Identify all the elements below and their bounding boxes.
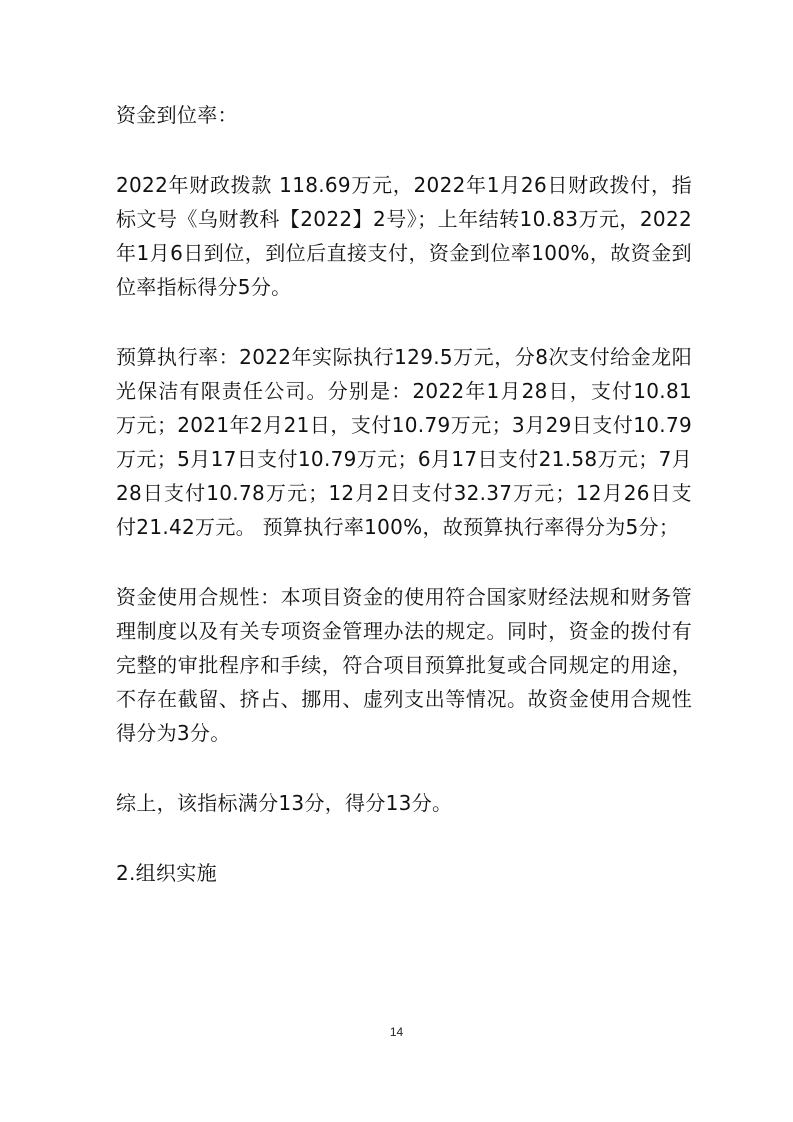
funds-rate-paragraph: 2022年财政拨款 118.69万元，2022年1月26日财政拨付，指标文号《乌财教科【2022】2号》；上年结转10.83万元，2022年1月6日到位，到位后直接支付，资金到位率100%，故资金到位率指标得分5分。 <box>116 173 692 299</box>
compliance-paragraph: 资金使用合规性：本项目资金的使用符合国家财经法规和财务管理制度以及有关专项资金管理办法的规定。同时，资金的拨付有完整的审批程序和手续，符合项目预算批复或合同规定的用途，不存在截留、挤占、挪用、虚列支出等情况。故资金使用合规性得分为3分。 <box>116 585 692 745</box>
section-heading: 2.组织实施 <box>116 861 217 885</box>
document-body <box>116 98 692 890</box>
summary-paragraph: 综上，该指标满分13分，得分13分。 <box>116 791 453 815</box>
budget-execution-paragraph: 预算执行率：2022年实际执行129.5万元，分8次支付给金龙阳光保洁有限责任公司。分别是：2022年1月28日，支付10.81万元；2021年2月21日，支付10.79万元；3月29日支付10.79万元；5月17日支付10.79万元；6月17日支付21.58万元；7月28日支付10.78万元；12月2日支付32.37万元；12月26日支付21.42万元。 预算执行率100%，故预算执行率得分为5分； <box>116 345 692 539</box>
funds-rate-heading: 资金到位率： <box>116 103 238 127</box>
page-number: 14 <box>389 1025 404 1039</box>
